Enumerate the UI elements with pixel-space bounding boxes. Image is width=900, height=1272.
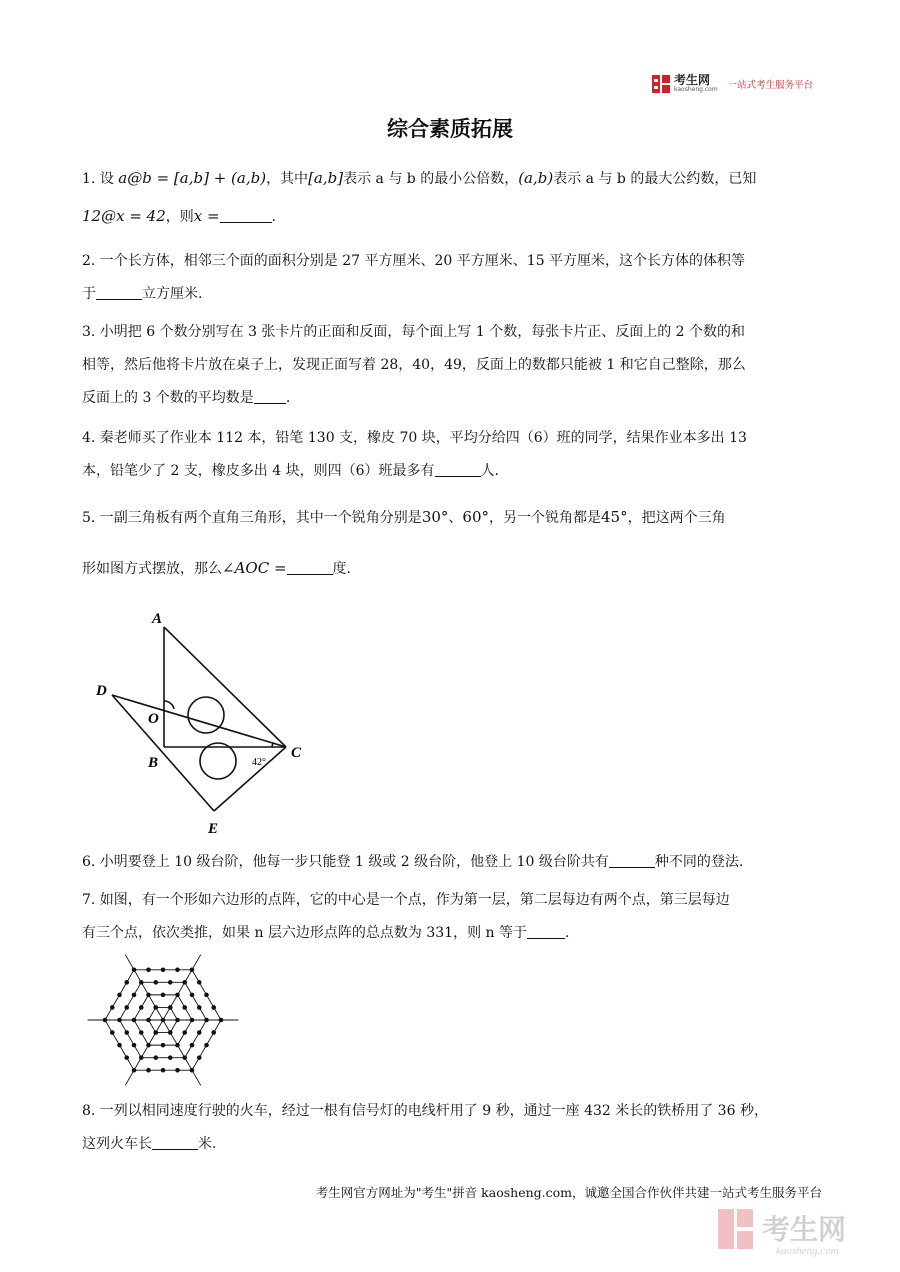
lattice-dot [182, 1030, 187, 1035]
lattice-dot [139, 1055, 144, 1060]
watermark-domain: kaosheng.com [776, 1245, 839, 1257]
q2-line1: 2. 一个长方体，相邻三个面的面积分别是 27 平方厘米、20 平方厘米、15 平方厘米，这个长方体的体积等 [82, 253, 746, 269]
q5-text: ，另一个锐角都是 [489, 510, 601, 526]
q4-line1: 4. 秦老师买了作业本 112 本，铅笔 130 支，橡皮 70 块，平均分给四（6）班的同学，结果作业本多出 13 [82, 430, 747, 446]
lattice-dot [219, 1018, 224, 1023]
line-EC [214, 747, 286, 811]
watermark [716, 1205, 888, 1257]
q4-text: 本，铅笔少了 2 支，橡皮多出 4 块，则四（6）班最多有 [82, 463, 435, 479]
q1-text: ，其中 [266, 171, 309, 187]
q2-text: 于 [82, 286, 96, 302]
lattice-dot [161, 967, 166, 972]
logo-domain: kaosheng.com [674, 86, 718, 93]
lattice-dot [168, 1055, 173, 1060]
q1-definition: a@b = [a,b] + (a,b) [118, 169, 267, 187]
lattice-dot [117, 1018, 122, 1023]
label-O: O [148, 711, 159, 727]
lattice-dot [211, 1030, 216, 1035]
triangle-hole-upper [188, 697, 224, 733]
question-3 [82, 316, 822, 415]
lattice-spoke [125, 1020, 163, 1085]
lattice-dot [132, 1018, 137, 1023]
lattice-dot [197, 1030, 202, 1035]
q8-text: 米. [198, 1136, 217, 1152]
lattice-dot [132, 1043, 137, 1048]
watermark-name: 考生网 [762, 1215, 847, 1246]
lattice-dot [190, 1018, 195, 1023]
answer-blank[interactable] [435, 459, 481, 477]
q7-text: . [565, 925, 570, 941]
lattice-dot [190, 1043, 195, 1048]
q2-text: 立方厘米. [142, 286, 203, 302]
q5-text: ，把这两个三角 [627, 510, 726, 526]
answer-blank[interactable] [220, 205, 272, 223]
lattice-dot [161, 1043, 166, 1048]
q1-lcm: [a,b] [308, 169, 344, 187]
angle-arc-O [164, 701, 174, 709]
lattice-dot [175, 1068, 180, 1073]
lattice-dot [146, 993, 151, 998]
q3-text: . [285, 390, 291, 406]
lattice-dot [204, 993, 209, 998]
lattice-dot [153, 980, 158, 985]
lattice-dot [117, 1043, 122, 1048]
lattice-dot [204, 1018, 209, 1023]
lattice-dot [190, 967, 195, 972]
lattice-spoke [163, 1020, 201, 1085]
label-E: E [208, 821, 219, 837]
lattice-dot [175, 967, 180, 972]
lattice-spoke [125, 955, 163, 1020]
q7-line1: 7. 如图，有一个形如六边形的点阵，它的中心是一个点，作为第一层，第二层每边有两个点，第三层每边 [82, 892, 730, 908]
lattice-dot [139, 1030, 144, 1035]
lattice-dot [182, 980, 187, 985]
lattice-dot [204, 1043, 209, 1048]
answer-blank[interactable] [254, 386, 286, 404]
lattice-spoke [163, 955, 201, 1020]
q1-gcd: (a,b) [518, 169, 554, 187]
question-8 [82, 1095, 822, 1161]
answer-blank[interactable] [96, 282, 142, 300]
q1-text: 表示 a 与 b 的最大公约数，已知 [553, 171, 757, 187]
lattice-dot [139, 1005, 144, 1010]
q5-angle-expr: ∠AOC = [222, 559, 287, 577]
lattice-dot [110, 1005, 115, 1010]
lattice-dot [168, 1030, 173, 1035]
lattice-dot [117, 993, 122, 998]
label-B: B [148, 755, 159, 771]
lattice-dot [168, 1005, 173, 1010]
lattice-dot [103, 1018, 108, 1023]
q1-variable: x = [193, 207, 220, 225]
label-C: C [291, 745, 302, 761]
q1-text: 设 [99, 171, 114, 187]
question-4 [82, 422, 822, 488]
q1-condition: 12@x = 42 [82, 207, 166, 225]
lattice-dot [124, 980, 129, 985]
q6-text: 6. 小明要登上 10 级台阶，他每一步只能登 1 级或 2 级台阶，他登上 10 级台阶共有 [82, 854, 609, 870]
q3-text: 反面上的 3 个数的平均数是 [82, 390, 254, 406]
angle-45: 45° [601, 508, 628, 526]
question-2 [82, 245, 822, 311]
lattice-dot [139, 980, 144, 985]
logo-name: 考生网 [674, 73, 711, 87]
lattice-dot [197, 1055, 202, 1060]
lattice-dot [197, 980, 202, 985]
lattice-dot [161, 1018, 166, 1023]
angle-30: 30° [421, 508, 449, 526]
hexagon-dot-lattice [78, 945, 248, 1095]
question-6 [82, 846, 822, 879]
answer-blank[interactable] [609, 850, 655, 868]
q1-text: ，则 [165, 209, 194, 225]
q8-text: 这列火车长 [82, 1136, 152, 1152]
q1-number: 1. [82, 171, 100, 187]
question-7 [82, 884, 822, 950]
label-D: D [96, 683, 107, 699]
answer-blank[interactable] [152, 1132, 198, 1150]
lattice-dot [190, 1068, 195, 1073]
lattice-dot [153, 1005, 158, 1010]
angle-arc-C [272, 743, 273, 747]
brand-logo [652, 74, 813, 94]
lattice-dot [175, 993, 180, 998]
triangle-hole-lower [200, 743, 236, 779]
lattice-dot [168, 980, 173, 985]
q3-line2: 相等，然后他将卡片放在桌子上，发现正面写着 28，40，49，反面上的数都只能被 1 和它自己整除，那么 [82, 357, 746, 373]
lattice-dot [124, 1055, 129, 1060]
lattice-dot [182, 1005, 187, 1010]
lattice-dot [175, 1018, 180, 1023]
lattice-dot [146, 1018, 151, 1023]
q7-text: 有三个点，依次类推，如果 n 层六边形点阵的总点数为 331，则 n 等于 [82, 925, 528, 941]
lattice-dot [161, 1068, 166, 1073]
lattice-dot [197, 1005, 202, 1010]
q5-text: 5. 一副三角板有两个直角三角形，其中一个锐角分别是 [82, 510, 422, 526]
lattice-dot [153, 1055, 158, 1060]
answer-blank[interactable] [527, 921, 565, 939]
lattice-dot [146, 1043, 151, 1048]
kaosheng-logo-icon [652, 75, 670, 93]
angle-label-42: 42° [252, 757, 266, 768]
question-1 [82, 162, 822, 234]
lattice-dot [161, 993, 166, 998]
q5-text: 度. [332, 561, 351, 577]
question-5 [82, 499, 822, 587]
line-DE [112, 695, 214, 811]
footer-note: 考生网官方网址为"考生"拼音 kaosheng.com，诚邀全国合作伙伴共建一站式考生服务平台 [315, 1185, 822, 1200]
q5-sep: 、 [448, 510, 463, 526]
q3-line1: 3. 小明把 6 个数分别写在 3 张卡片的正面和反面，每个面上写 1 个数，每张卡片正、反面上的 2 个数的和 [82, 324, 746, 340]
lattice-dot [190, 993, 195, 998]
lattice-dot [132, 1068, 137, 1073]
lattice-dot [124, 1005, 129, 1010]
lattice-dot [146, 1068, 151, 1073]
q8-line1: 8. 一列以相同速度行驶的火车，经过一根有信号灯的电线杆用了 9 秒，通过一座 432 米长的铁桥用了 36 秒， [82, 1103, 768, 1119]
triangles-figure [88, 605, 318, 840]
lattice-dot [124, 1030, 129, 1035]
lattice-dot [132, 993, 137, 998]
label-A: A [152, 611, 163, 627]
lattice-dot [153, 1030, 158, 1035]
lattice-dot [146, 967, 151, 972]
lattice-dot [132, 967, 137, 972]
q1-end: . [271, 209, 276, 225]
lattice-dot [211, 1005, 216, 1010]
lattice-dot [175, 1043, 180, 1048]
page-title: 综合素质拓展 [387, 117, 513, 141]
lattice-dot [182, 1055, 187, 1060]
q5-text: 形如图方式摆放，那么 [82, 561, 222, 577]
watermark-logo-icon [716, 1205, 888, 1257]
logo-slogan: 一站式考生服务平台 [727, 80, 814, 91]
q4-text: 人. [480, 463, 499, 479]
angle-60: 60° [462, 508, 489, 526]
q1-text: 表示 a 与 b 的最小公倍数， [343, 171, 519, 187]
lattice-dot [110, 1030, 115, 1035]
q6-text: 种不同的登法. [654, 854, 744, 870]
answer-blank[interactable] [287, 557, 333, 575]
